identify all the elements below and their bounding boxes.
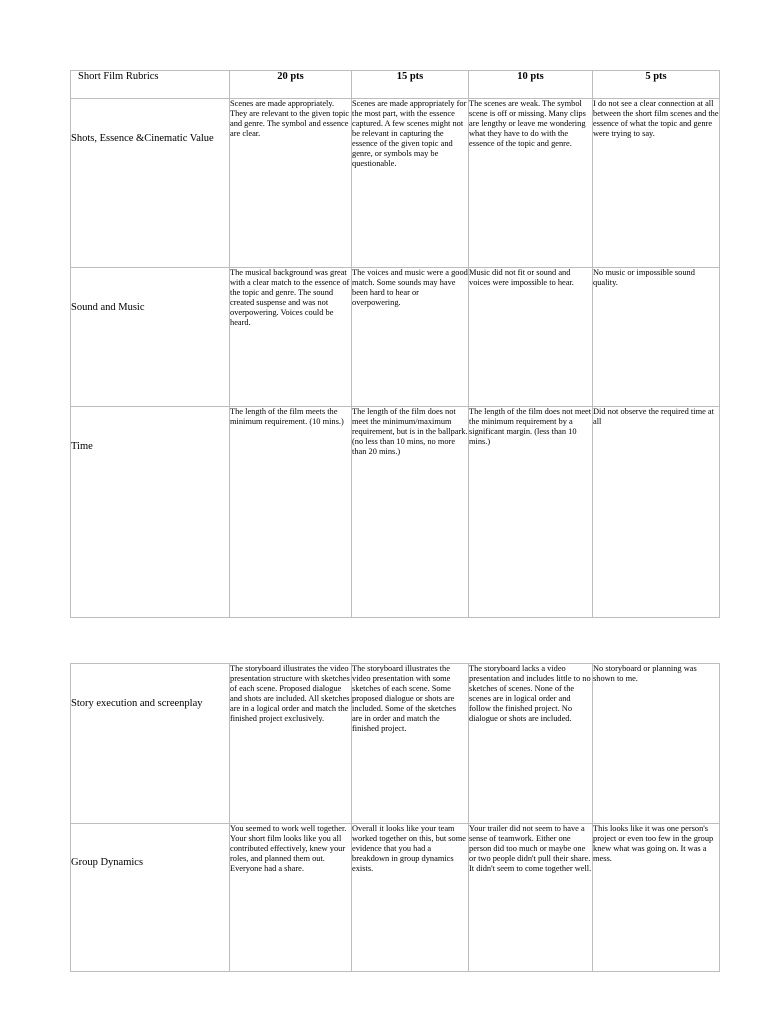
criterion-label: Sound and Music (71, 268, 230, 407)
rubric-table-2 (70, 663, 720, 972)
descriptor-cell: No storyboard or planning was shown to me. (593, 664, 720, 824)
points-header-10: 10 pts (469, 71, 593, 99)
rubric-header-row (71, 71, 720, 99)
points-header-20: 20 pts (230, 71, 352, 99)
descriptor-cell: This looks like it was one person's project or even too few in the group knew what was going on. It was a mess. (593, 824, 720, 972)
rubric-row-sound (71, 268, 720, 407)
descriptor-cell: Your trailer did not seem to have a sense of teamwork. Either one person did too much or maybe one or two people didn't pull their share. It didn't seem to come together well. (469, 824, 593, 972)
descriptor-cell: The length of the film meets the minimum requirement. (10 mins.) (230, 407, 352, 618)
descriptor-cell: The storyboard illustrates the video presentation structure with sketches of each scene. Proposed dialogue and shots are included. All sketches are in a logical order and match the finished project exclusively. (230, 664, 352, 824)
criterion-label: Group Dynamics (71, 824, 230, 972)
descriptor-cell: Overall it looks like your team worked together on this, but some evidence that you had a breakdown in group dynamics exists. (352, 824, 469, 972)
descriptor-cell: No music or impossible sound quality. (593, 268, 720, 407)
descriptor-cell: Scenes are made appropriately for the most part, with the essence captured. A few scenes might not be relevant in capturing the essence of the given topic and genre, or symbols may be questionable. (352, 99, 469, 268)
rubric-row-story (71, 664, 720, 824)
descriptor-cell: Scenes are made appropriately. They are relevant to the given topic and genre. The symbol and essence are clear. (230, 99, 352, 268)
descriptor-cell: You seemed to work well together. Your short film looks like you all contributed effectively, knew your roles, and planned them out. Everyone had a share. (230, 824, 352, 972)
rubric-table-1 (70, 70, 720, 618)
criterion-label: Shots, Essence &Cinematic Value (71, 99, 230, 268)
descriptor-cell: Music did not fit or sound and voices were impossible to hear. (469, 268, 593, 407)
rubric-row-time (71, 407, 720, 618)
rubric-title: Short Film Rubrics (71, 71, 230, 99)
rubric-row-group (71, 824, 720, 972)
points-header-15: 15 pts (352, 71, 469, 99)
descriptor-cell: The storyboard lacks a video presentation and includes little to no sketches of scenes. None of the scenes are in logical order and follow the finished project. No dialogue or shots are included. (469, 664, 593, 824)
rubric-row-shots (71, 99, 720, 268)
descriptor-cell: The length of the film does not meet the minimum requirement by a significant margin. (less than 10 mins.) (469, 407, 593, 618)
descriptor-cell: The voices and music were a good match. Some sounds may have been hard to hear or overpowering. (352, 268, 469, 407)
descriptor-cell: The storyboard illustrates the video presentation with some sketches of each scene. Some proposed dialogue or shots are included. Some of the sketches are in order and match the finished project. (352, 664, 469, 824)
points-header-5: 5 pts (593, 71, 720, 99)
descriptor-cell: The musical background was great with a clear match to the essence of the topic and genre. The sound created suspense and was not overpowering. Voices could be heard. (230, 268, 352, 407)
descriptor-cell: The length of the film does not meet the minimum/maximum requirement, but is in the ballpark. (no less than 10 mins, no more than 20 mins.) (352, 407, 469, 618)
criterion-label: Time (71, 407, 230, 618)
descriptor-cell: The scenes are weak. The symbol scene is off or missing. Many clips are lengthy or leave me wondering what they have to do with the essence of the topic and genre. (469, 99, 593, 268)
descriptor-cell: I do not see a clear connection at all between the short film scenes and the essence of what the topic and genre were trying to say. (593, 99, 720, 268)
criterion-label: Story execution and screenplay (71, 664, 230, 824)
descriptor-cell: Did not observe the required time at all (593, 407, 720, 618)
